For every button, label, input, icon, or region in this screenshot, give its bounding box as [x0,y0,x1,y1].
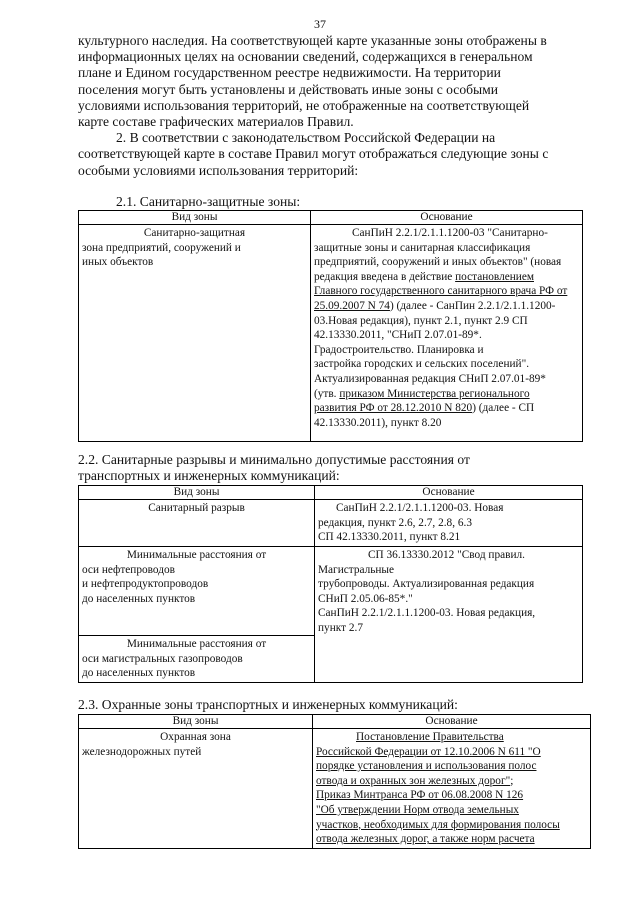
sanitary-protection-zones-table [78,210,583,442]
text-line: оси нефтепроводов [82,563,175,576]
column-header-basis: Основание [313,715,591,729]
basis-cell [311,225,583,442]
order-link[interactable]: развития РФ от 28.12.2010 N 820 [314,402,473,415]
text-line: пункт 2.7 [318,621,363,634]
text-line: транспортных и инженерных коммуникаций: [78,468,340,483]
order-link[interactable]: отвода железных дорог, а также норм расчета [316,833,535,846]
text-line: оси магистральных газопроводов [82,652,243,665]
text-line: редакция, пункт 2.6, 2.7, 2.8, 6.3 [318,516,472,529]
column-header-basis: Основание [311,211,583,225]
text-line: особыми условиями использования территорий: [78,162,359,178]
text-line [314,299,579,314]
text-fragment: ) (далее - СанПин 2.2.1/2.1.1.1200- [389,299,556,312]
order-link[interactable]: Приказ Минтранса РФ от 06.08.2008 N 126 [316,789,524,802]
section-2-2-heading [78,452,470,484]
text-line: до населенных пунктов [82,667,196,680]
text-fragment: (утв. [314,387,340,400]
text-line: плане и Едином государственном реестре недвижимости. На территории [78,65,501,81]
text-line: СанПиН 2.2.1/2.1.1.1200-03. Новая редакция, [318,607,536,620]
text-line: условиями использования территорий, не отображенные на соответствующей [78,97,530,113]
table-header-row [79,486,583,500]
text-line: информационных целях на основании сведений, содержащихся в генеральном [78,49,533,65]
decree-link[interactable]: Главного государственного санитарного врача РФ от [314,285,568,298]
order-link[interactable]: приказом Министерства регионального [339,387,530,400]
text-line: и нефтепродуктопроводов [82,578,209,591]
text-line: СанПиН 2.2.1/2.1.1.1200-03 "Санитарно- [352,227,548,239]
text-line: Охранная зона [160,731,231,743]
decree-link[interactable]: Российской Федерации от 12.10.2006 N 611 "О [316,745,541,758]
column-header-basis: Основание [315,486,583,500]
column-header-zone-type: Вид зоны [79,715,313,729]
text-line: 03.Новая редакция), пункт 2.1, пункт 2.9 СП [314,314,528,327]
text-line [316,774,587,789]
text-fragment: ; [510,774,514,787]
text-line: Актуализированная редакция СНиП 2.07.01-89* [314,372,546,385]
section-2-1-heading: 2.1. Санитарно-защитные зоны: [116,194,301,209]
text-line: СНиП 2.05.06-85*." [318,592,413,605]
text-line: предприятий, сооружений и иных объектов" (новая [314,256,562,269]
text-line: трубопроводы. Актуализированная редакция [318,578,535,591]
section-2-3-heading: 2.3. Охранные зоны транспортных и инженерных коммуникаций: [78,697,458,712]
text-line: иных объектов [82,256,154,269]
text-fragment: редакция введена в действие [314,270,456,283]
decree-link[interactable]: Постановление Правительства [356,731,504,743]
order-link[interactable]: участков, необходимых для формирования полосы [316,818,560,831]
decree-link[interactable]: 25.09.2007 N 74 [314,299,390,312]
text-fragment: ) (далее - СП [472,402,535,415]
intro-paragraph-1 [78,33,578,130]
text-line: 42.13330.2011), пункт 8.20 [314,416,442,429]
text-line [314,387,579,402]
text-line: СанПиН 2.2.1/2.1.1.1200-03. Новая [336,502,504,514]
basis-cell [315,500,583,547]
table-row [79,547,583,636]
basis-cell [313,729,591,849]
table-row [79,500,583,547]
column-header-zone-type: Вид зоны [79,211,311,225]
intro-text [78,33,578,179]
zone-type-cell [79,547,315,636]
text-line: защитные зоны и санитарная классификация [314,241,531,254]
text-line: Санитарно-защитная [143,227,246,239]
decree-link[interactable]: постановлением [455,270,534,283]
text-line: Магистральные [318,563,395,576]
column-header-zone-type: Вид зоны [79,486,315,500]
table-row [79,729,591,849]
zone-type-cell [79,729,313,849]
basis-cell [315,547,583,683]
text-line: 42.13330.2011, "СНиП 2.07.01-89*. [314,329,482,342]
text-line: Минимальные расстояния от [126,638,267,650]
decree-link[interactable]: порядке установления и использования полос [316,760,537,773]
order-link[interactable]: "Об утверждении Норм отвода земельных [316,803,519,816]
text-line: СП 36.13330.2012 "Свод правил. [368,549,525,561]
text-line: застройка городских и сельских поселений". [314,358,530,371]
table-header-row [79,211,583,225]
text-line: соответствующей карте в составе Правил могут отображаться следующие зоны с [78,146,549,162]
text-line: карте составе графических материалов Правил. [78,114,354,130]
page-number: 37 [314,17,326,31]
text-line: 2. В соответствии с законодательством Российской Федерации на [116,130,496,146]
text-line: культурного наследия. На соответствующей карте указанные зоны отображены в [78,33,547,48]
text-line: до населенных пунктов [82,592,196,605]
zone-type-cell [79,225,311,442]
decree-link[interactable]: отвода и охранных зон железных дорог" [316,774,511,787]
zone-type-cell [79,636,315,683]
intro-paragraph-2 [78,130,578,179]
text-line: 2.2. Санитарные разрывы и минимально допустимые расстояния от [78,452,470,467]
table-row [79,225,583,442]
sanitary-gaps-table [78,485,583,683]
text-line: СП 42.13330.2011, пункт 8.21 [318,531,461,544]
text-line: Градостроительство. Планировка и [314,343,484,356]
text-line: поселения могут быть установлены и действовать иные зоны с особыми [78,81,499,97]
text-line [314,270,579,285]
text-line: зона предприятий, сооружений и [82,241,241,254]
table-header-row [79,715,591,729]
text-line [314,401,579,416]
text-line: Минимальные расстояния от [126,549,267,561]
zone-type-cell: Санитарный разрыв [79,500,315,547]
protection-zones-table [78,714,591,849]
text-line: железнодорожных путей [82,745,202,758]
